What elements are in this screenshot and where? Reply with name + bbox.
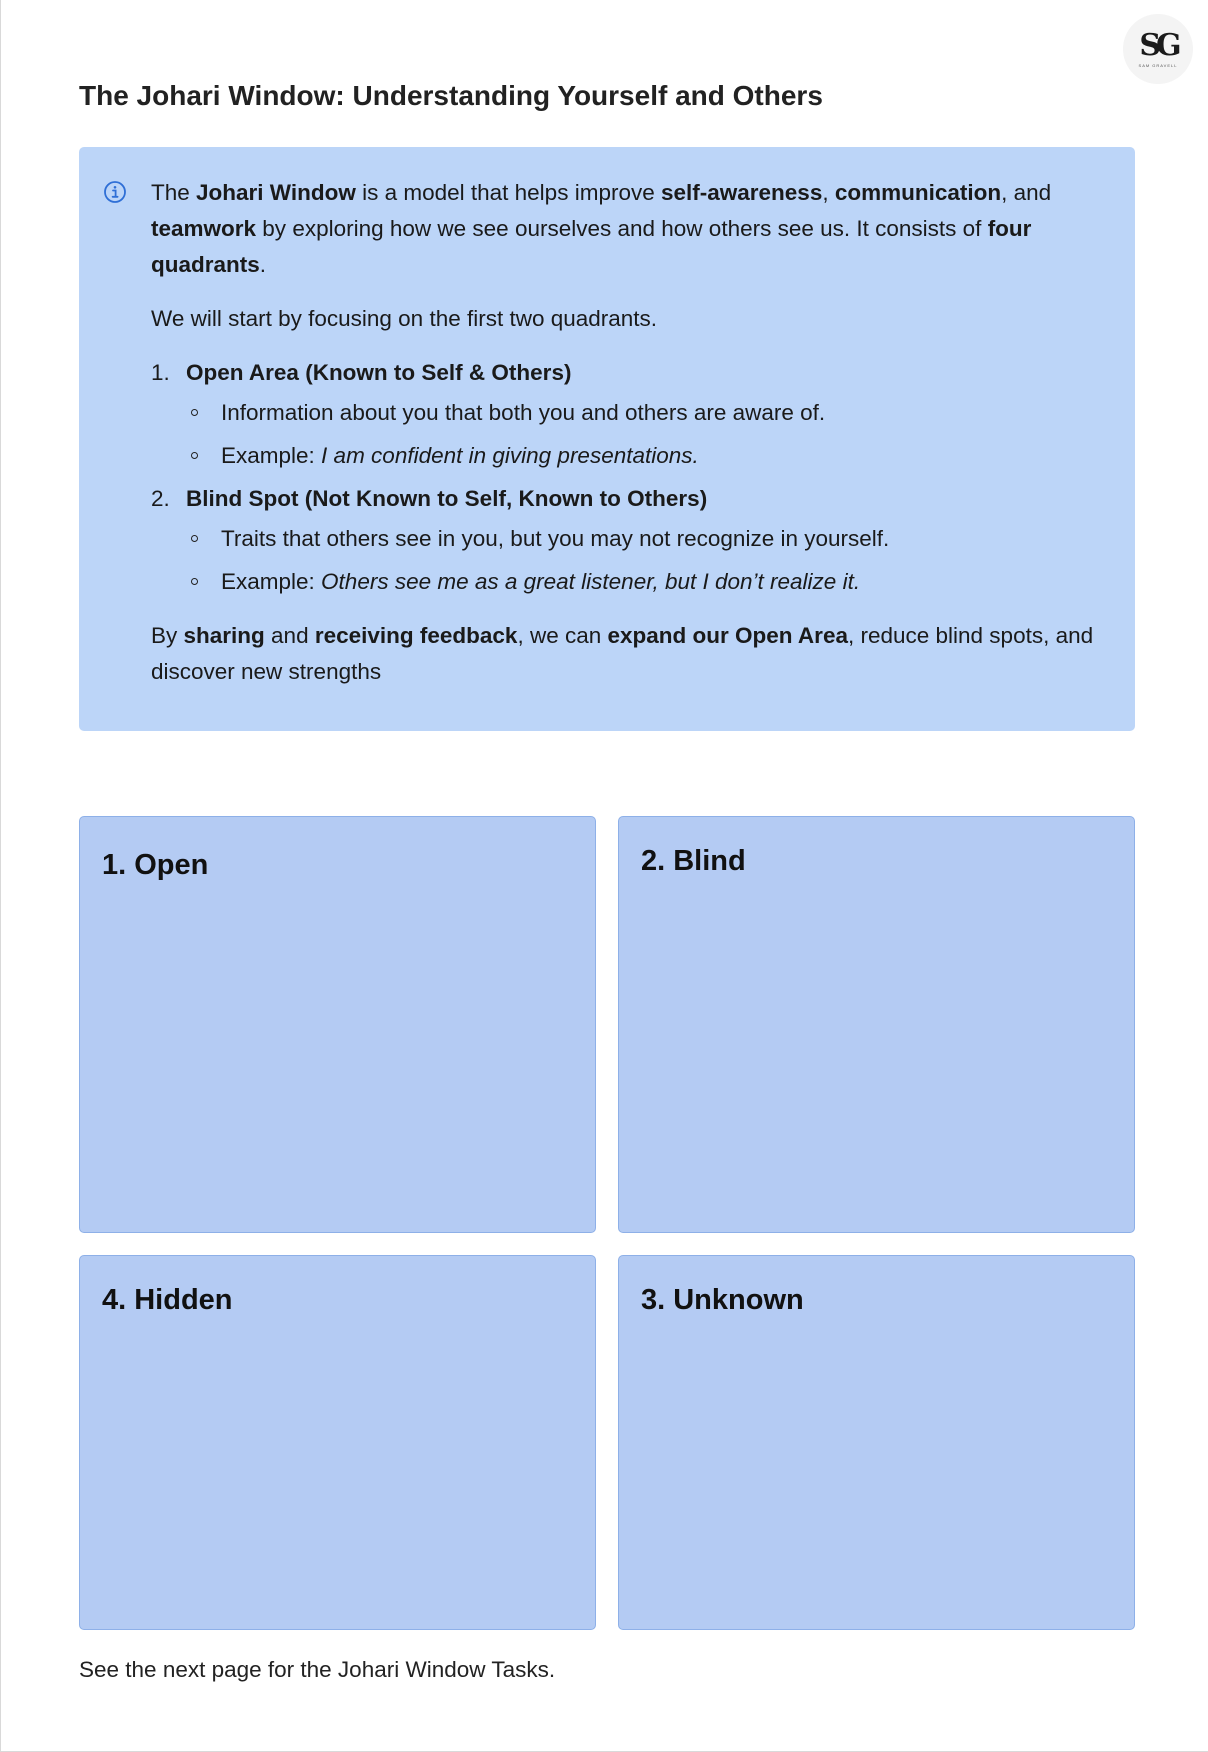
quadrant-label: 4. Hidden — [102, 1284, 233, 1316]
quadrant-blind[interactable] — [618, 816, 1135, 1233]
quadrant-label: 2. Blind — [641, 845, 746, 877]
list-item: 2. Blind Spot (Not Known to Self, Known to Others) Traits that others see in you, but you may not recognize in yourself. Example: Others see me as a great listener, but I don’t realize it. — [151, 481, 1095, 600]
info-icon — [103, 180, 127, 204]
list-item: 1. Open Area (Known to Self & Others) Information about you that both you and others are aware of. Example: I am confident in giving presentations. — [151, 355, 1095, 474]
logo-subtext: SAM GRAVELL — [1138, 62, 1178, 68]
logo-mark: SG — [1139, 27, 1177, 63]
intro-paragraph: The Johari Window is a model that helps improve self-awareness, communication, and teamwork by exploring how we see ourselves and how others see us. It consists of four quadrants. — [151, 180, 1052, 277]
list-item-bullet: Traits that others see in you, but you may not recognize in yourself. — [186, 521, 1095, 557]
quadrant-definition-list — [151, 355, 1095, 600]
list-item-heading: Blind Spot (Not Known to Self, Known to Others) — [186, 486, 708, 511]
info-callout — [79, 147, 1135, 731]
list-item-example: Example: Others see me as a great listener, but I don’t realize it. — [186, 564, 1095, 600]
quadrant-label: 1. Open — [102, 849, 209, 881]
quadrant-open[interactable] — [79, 816, 596, 1233]
quadrant-unknown[interactable] — [618, 1255, 1135, 1630]
quadrant-label: 3. Unknown — [641, 1284, 804, 1316]
closing-paragraph: By sharing and receiving feedback, we can expand our Open Area, reduce blind spots, and discover new strengths — [151, 623, 1094, 684]
list-item-heading: Open Area (Known to Self & Others) — [186, 360, 572, 385]
footer-note: See the next page for the Johari Window Tasks. — [79, 1657, 556, 1682]
start-paragraph: We will start by focusing on the first two quadrants. — [151, 306, 658, 331]
page-title: The Johari Window: Understanding Yourself and Others — [79, 80, 823, 111]
brand-logo — [1123, 14, 1193, 84]
list-item-example: Example: I am confident in giving presentations. — [186, 438, 1095, 474]
quadrant-hidden[interactable] — [79, 1255, 596, 1630]
list-item-bullet: Information about you that both you and others are aware of. — [186, 395, 1095, 431]
